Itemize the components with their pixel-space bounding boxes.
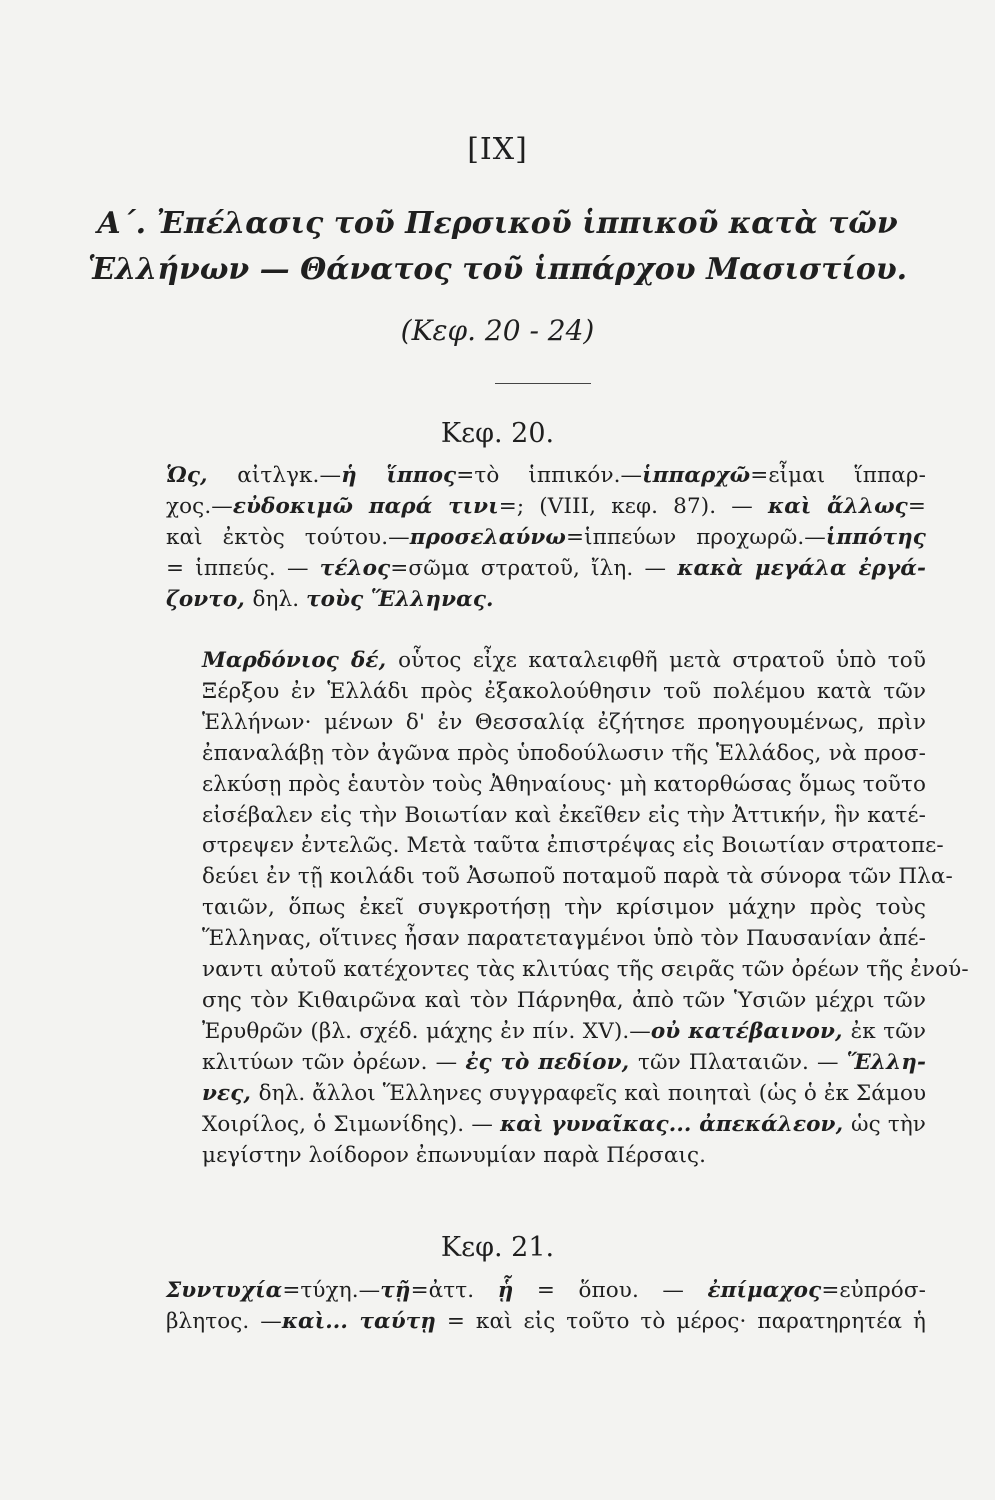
text-line [166, 801, 926, 832]
text-run: =τύχη.— [282, 1278, 381, 1303]
text-run: μεγίστην λοίδορον ἐπωνυμίαν παρὰ Πέρσαις. [202, 1142, 707, 1168]
text-line [166, 739, 926, 770]
text-line [166, 523, 926, 554]
glossary-term: καὶ γυναῖκας... ἀπεκάλεον, [500, 1111, 851, 1137]
text-run: κλιτύων τῶν ὀρέων. — [202, 1049, 466, 1075]
glossary-term: ἐς τὸ πεδίον, [465, 1049, 638, 1075]
glossary-term: προσελαύνω [409, 524, 566, 550]
text-run: ὡς τὴν [850, 1111, 926, 1137]
glossary-term: Ὡς, [166, 463, 238, 488]
glossary-term: ζοντο, [166, 586, 253, 612]
text-line [166, 585, 926, 616]
text-line [166, 646, 926, 677]
text-run: Χοιρίλος, ὁ Σιμωνίδης). — [202, 1111, 501, 1137]
text-run: ἐκ τῶν [850, 1018, 927, 1044]
text-run: εἰσέβαλεν εἰς τὴν Βοιωτίαν καὶ ἐκεῖθεν εἰς τὴν Ἀττικήν, ἣν κατέ- [202, 802, 926, 828]
text-line [166, 1307, 926, 1338]
glossary-term: ἐπίμαχος [707, 1278, 822, 1303]
text-line [166, 1048, 926, 1079]
chapter-20-glossary [166, 461, 926, 616]
text-line [166, 770, 926, 801]
text-run: =ἀττ. [410, 1278, 498, 1303]
glossary-term: Ἕλλη- [846, 1049, 927, 1075]
glossary-term: τῇ [380, 1278, 411, 1303]
glossary-term: κακὰ μεγάλα ἐργά- [677, 555, 927, 581]
glossary-term: εὐδοκιμῶ παρά τινι [232, 493, 499, 519]
glossary-term: ἱππαρχῶ [642, 463, 751, 488]
text-line [166, 554, 926, 585]
text-run: =σῶμα στρατοῦ, ἴλη. — [390, 555, 678, 581]
glossary-term: ἡ ἵππος [341, 463, 457, 488]
text-run: οὗτος εἶχε καταλειφθῆ μετὰ στρατοῦ ὑπὸ τοῦ [398, 648, 926, 673]
chapter-heading-20: Κεφ. 20. [440, 418, 555, 449]
text-run: =ἱππεύων προχωρῶ.— [566, 524, 826, 550]
text-line [166, 461, 926, 492]
chapter-21-glossary [166, 1276, 926, 1338]
text-line [166, 708, 926, 739]
text-line [166, 1017, 926, 1048]
text-run: ναντι αὐτοῦ κατέχοντες τὰς κλιτύας τῆς σειρᾶς τῶν ὀρέων τῆς ἐνού- [202, 957, 969, 983]
text-line [166, 955, 969, 986]
page-number: [IX] [467, 132, 528, 167]
section-title-line-2: Ἑλλήνων — Θάνατος τοῦ ἱππάρχου Μασιστίου. [87, 252, 908, 287]
text-line [166, 1276, 926, 1307]
text-run: = [907, 493, 926, 519]
glossary-term: τέλος [319, 555, 391, 581]
text-run: ταιῶν, ὅπως ἐκεῖ συγκροτήσῃ τὴν κρίσιμον μάχην πρὸς τοὺς [202, 895, 926, 921]
text-run: δηλ. [252, 586, 307, 612]
glossary-term: καὶ... ταύτῃ [281, 1308, 437, 1334]
text-run: τῶν Πλαταιῶν. — [637, 1049, 847, 1075]
text-run: Ἕλληνας, οἵτινες ἦσαν παρατεταγμένοι ὑπὸ τὸν Παυσανίαν ἀπέ- [202, 926, 926, 952]
text-line [166, 677, 926, 708]
text-run: δεύει ἐν τῇ κοιλάδι τοῦ Ἀσωποῦ ποταμοῦ παρὰ τὰ σύνορα τῶν Πλα- [202, 864, 953, 890]
text-run: =τὸ ἱππικόν.— [456, 463, 643, 488]
text-run: δηλ. ἄλλοι Ἕλληνες συγγραφεῖς καὶ ποιηταὶ (ὡς ὁ ἐκ Σάμου [258, 1080, 927, 1106]
text-run: χος.— [166, 493, 233, 519]
text-line [166, 1079, 926, 1110]
text-line [166, 1110, 926, 1141]
text-run: = ὅπου. — [513, 1278, 708, 1303]
text-run: καὶ ἐκτὸς τούτου.— [166, 524, 410, 550]
glossary-term: ᾗ [497, 1278, 514, 1303]
text-run: = ἱππεύς. — [166, 555, 320, 581]
glossary-term: Συντυχία [166, 1278, 283, 1303]
text-run: σης τὸν Κιθαιρῶνα καὶ τὸν Πάρνηθα, ἀπὸ τῶν Ὑσιῶν μέχρι τῶν [202, 987, 926, 1013]
text-run: Ξέρξου ἐν Ἑλλάδι πρὸς ἐξακολούθησιν τοῦ πολέμου κατὰ τῶν [202, 678, 926, 704]
text-run: Ἐρυθρῶν (βλ. σχέδ. μάχης ἐν πίν. XV).— [202, 1018, 651, 1044]
glossary-term: νες, [202, 1080, 259, 1106]
chapter-heading-21: Κεφ. 21. [440, 1232, 555, 1263]
chapter-20-commentary [166, 646, 969, 1171]
glossary-term: τοὺς Ἕλληνας. [306, 586, 494, 612]
text-line [166, 831, 944, 862]
glossary-term: Μαρδόνιος δέ, [202, 648, 399, 673]
glossary-term: οὐ κατέβαινον, [650, 1018, 851, 1044]
text-line [166, 924, 926, 955]
text-line [166, 1141, 926, 1172]
text-run: στρεψεν ἐντελῶς. Μετὰ ταῦτα ἐπιστρέψας εἰς Βοιωτίαν στρατοπε- [202, 833, 944, 859]
text-line [166, 893, 926, 924]
text-run: =; (VIII, κεφ. 87). — [498, 493, 768, 519]
text-run: αἰτλγκ.— [237, 463, 342, 488]
glossary-term: ἱππότης [825, 524, 926, 550]
text-run: =εἶμαι ἵππαρ- [750, 463, 926, 488]
divider-rule [495, 383, 591, 384]
text-run: ἐπαναλάβῃ τὸν ἀγῶνα πρὸς ὑποδούλωσιν τῆς Ἑλλάδος, νὰ προσ- [202, 740, 926, 766]
text-line [166, 492, 926, 523]
text-line [166, 862, 953, 893]
text-run: βλητος. — [166, 1308, 282, 1334]
text-run: =εὐπρόσ- [821, 1278, 926, 1303]
text-run: = καὶ εἰς τοῦτο τὸ μέρος· παρατηρητέα ἡ [436, 1308, 926, 1334]
glossary-term: καὶ ἄλλως [767, 493, 908, 519]
section-title-line-1: Α΄. Ἐπέλασις τοῦ Περσικοῦ ἱππικοῦ κατὰ τῶν [97, 206, 898, 241]
text-run: ελκύσῃ πρὸς ἑαυτὸν τοὺς Ἀθηναίους· μὴ κατορθώσας ὅμως τοῦτο [202, 771, 926, 797]
text-run: Ἑλλήνων· μένων δ' ἐν Θεσσαλίᾳ ἐζήτησε προηγουμένως, πρὶν [202, 709, 926, 735]
chapter-range: (Κεφ. 20 - 24) [400, 314, 595, 347]
text-line [166, 986, 926, 1017]
